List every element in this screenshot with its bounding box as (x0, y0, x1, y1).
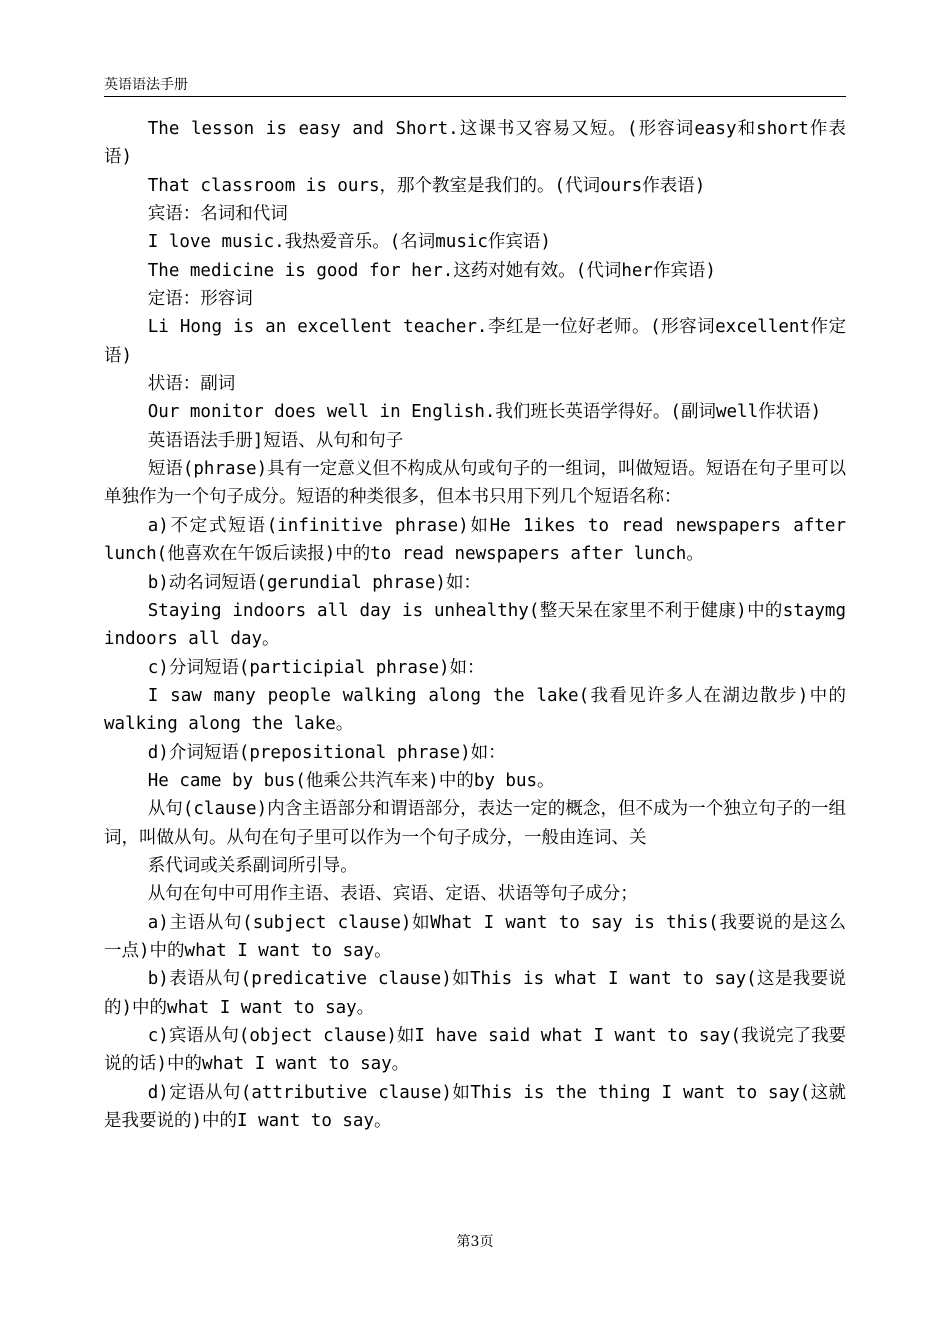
list-item: c)宾语从句(object clause)如I have said what I want to say(我说完了我要说的话)中的what I want to say。 (104, 1026, 846, 1075)
list-item: d)介词短语(prepositional phrase)如： (147, 742, 506, 763)
paragraph: Our monitor does well in English.我们班长英语学得好。(副词well作状语) (147, 402, 822, 423)
paragraph: 短语(phrase)具有一定意义但不构成从句或句子的一组词，叫做短语。短语在句子里可以单独作为一个句子成分。短语的种类很多，但本书只用下列几个短语名称： (104, 459, 846, 508)
paragraph: I saw many people walking along the lake(我看见许多人在湖边散步)中的walking along the lake。 (104, 685, 846, 735)
section-label: 定语：形容词 (147, 289, 253, 310)
section-heading: 英语语法手册]短语、从句和句子 (147, 430, 404, 451)
paragraph: 系代词或关系副词所引导。 (147, 855, 358, 876)
paragraph: That classroom is ours，那个教室是我们的。(代词ours作表语) (147, 175, 706, 196)
list-item: a)不定式短语(infinitive phrase)如He 1ikes to read newspapers after lunch(他喜欢在午饭后读报)中的to read newspapers after lunch。 (104, 515, 846, 565)
page-header (104, 74, 846, 97)
paragraph: The lesson is easy and Short.这课书又容易又短。(形容词easy和short作表语) (104, 119, 846, 168)
list-item: a)主语从句(subject clause)如What I want to say is this(我要说的是这么一点)中的what I want to say。 (104, 912, 846, 961)
page-footer (0, 1233, 950, 1251)
document-body (104, 115, 846, 1135)
paragraph: Staying indoors all day is unhealthy(整天呆在家里不利于健康)中的staymg indoors all day。 (104, 600, 846, 650)
paragraph: I love music.我热爱音乐。(名词music作宾语) (147, 232, 551, 253)
list-item: c)分词短语(participial phrase)如： (147, 657, 485, 678)
paragraph: 从句(clause)内含主语部分和谓语部分，表达一定的概念，但不成为一个独立句子的一组词，叫做从句。从句在句子里可以作为一个句子成分，一般由连词、关 (104, 799, 846, 848)
list-item: b)动名词短语(gerundial phrase)如： (147, 572, 481, 593)
list-item: b)表语从句(predicative clause)如This is what I want to say(这是我要说的)中的what I want to say。 (104, 969, 846, 1018)
paragraph: 从句在句中可用作主语、表语、宾语、定语、状语等句子成分； (147, 884, 638, 905)
list-item: d)定语从句(attributive clause)如This is the thing I want to say(这就是我要说的)中的I want to say。 (104, 1082, 846, 1132)
header-title: 英语语法手册 (104, 77, 188, 93)
section-label: 状语：副词 (147, 374, 236, 395)
paragraph: Li Hong is an excellent teacher.李红是一位好老师。(形容词excellent作定语) (104, 317, 846, 366)
paragraph: He came by bus(他乘公共汽车来)中的by bus。 (147, 770, 555, 791)
paragraph: The medicine is good for her.这药对她有效。(代词her作宾语) (147, 260, 716, 281)
section-label: 宾语：名词和代词 (147, 204, 288, 225)
page-number: 第3页 (456, 1234, 494, 1250)
